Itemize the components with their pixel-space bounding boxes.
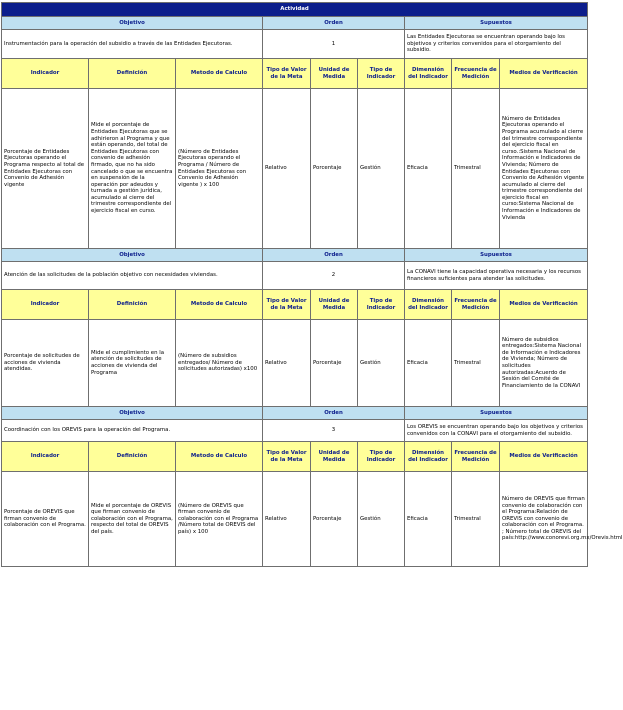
orden-header: Orden <box>263 407 405 420</box>
tipo-indicador-cell: Gestión <box>358 89 405 249</box>
col-header-tipo-indicador: Tipo de Indicador <box>358 290 405 320</box>
col-header-medios: Medios de Verificación <box>500 290 588 320</box>
col-header-dimension: Dimensión del Indicador <box>405 442 452 472</box>
supuestos-text: Los OREVIS se encuentran operando bajo los objetivos y criterios convenidos con la CONAVI para el otorgamiento del subsidio. <box>405 420 588 442</box>
col-header-medios: Medios de Verificación <box>500 442 588 472</box>
orden-value: 1 <box>263 30 405 59</box>
indicator-row <box>2 472 588 567</box>
col-header-tipo-valor: Tipo de Valor de la Meta <box>263 442 311 472</box>
col-header-definicion: Definición <box>89 59 176 89</box>
medios-cell: Número de OREVIS que firman convenio de colaboración con el Programa:Relación de OREVIS con convenio de colaboración con el Programa. ; Número total de OREVIS del país:http://www.conorevi.org.mx/Orevis.html <box>500 472 588 567</box>
objetivo-text: Coordinación con los ORЕVIS para la operación del Programa. <box>2 420 263 442</box>
frecuencia-cell: Trimestral <box>452 320 500 407</box>
supuestos-header: Supuestos <box>405 249 588 262</box>
tipo-indicador-cell: Gestión <box>358 472 405 567</box>
col-header-unidad: Unidad de Medida <box>311 59 358 89</box>
medios-cell: Número de subsidios entregados:Sistema Nacional de Información e Indicadores de Vivienda; Número de solicitudes autorizadas:Acuerdo de Sesión del Comité de Financiamiento de la CONAVI <box>500 320 588 407</box>
indicador-cell: Porcentaje de Entidades Ejecutoras operando el Programa respecto al total de Entidades Ejecutoras con Convenio de Adhesión vigente <box>2 89 89 249</box>
col-header-metodo: Metodo de Calculo <box>176 290 263 320</box>
col-header-definicion: Definición <box>89 442 176 472</box>
orden-header: Orden <box>263 17 405 30</box>
supuestos-text: Las Entidades Ejecutoras se encuentran operando bajo los objetivos y criterios convenidos para el otorgamiento del subsidio. <box>405 30 588 59</box>
col-header-frecuencia: Frecuencia de Medición <box>452 442 500 472</box>
unidad-cell: Porcentaje <box>311 472 358 567</box>
col-header-medios: Medios de Verificación <box>500 59 588 89</box>
indicador-cell: Porcentaje de OREVIS que firman convenio de colaboración con el Programa. <box>2 472 89 567</box>
col-header-metodo: Metodo de Calculo <box>176 59 263 89</box>
col-header-unidad: Unidad de Medida <box>311 442 358 472</box>
supuestos-text: La CONAVI tiene la capacidad operativa necesaria y los recursos financieros suficientes para atender las solicitudes. <box>405 262 588 290</box>
orden-header: Orden <box>263 249 405 262</box>
definicion-cell: Mide el cumplimiento en la atención de solicitudes de acciones de vivienda del Programa <box>89 320 176 407</box>
definicion-cell: Mide el porcentaje de OREVIS que firman convenio de colaboración con el Programa, respecto del total de OREVIS del país. <box>89 472 176 567</box>
col-header-dimension: Dimensión del Indicador <box>405 290 452 320</box>
mir-activity-table <box>1 2 623 567</box>
col-header-tipo-indicador: Tipo de Indicador <box>358 59 405 89</box>
metodo-cell: (Número de OREVIS que firman convenio de colaboración con el Programa /Número total de OREVIS del país) x 100 <box>176 472 263 567</box>
objetivo-header: Objetivo <box>2 249 263 262</box>
tipo-indicador-cell: Gestión <box>358 320 405 407</box>
col-header-metodo: Metodo de Calculo <box>176 442 263 472</box>
frecuencia-cell: Trimestral <box>452 472 500 567</box>
col-header-tipo-valor: Tipo de Valor de la Meta <box>263 59 311 89</box>
objetivo-text: Atención de las solicitudes de la población objetivo con necesidades viviendas. <box>2 262 263 290</box>
objetivo-header: Objetivo <box>2 17 263 30</box>
objetivo-header: Objetivo <box>2 407 263 420</box>
unidad-cell: Porcentaje <box>311 320 358 407</box>
tipo-valor-cell: Relativo <box>263 320 311 407</box>
dimension-cell: Eficacia <box>405 472 452 567</box>
indicator-row <box>2 89 588 249</box>
objetivo-text: Instrumentación para la operación del subsidio a través de las Entidades Ejecutoras. <box>2 30 263 59</box>
col-header-indicador: Indicador <box>2 442 89 472</box>
indicator-row <box>2 320 588 407</box>
col-header-definicion: Definición <box>89 290 176 320</box>
metodo-cell: (Número de Entidades Ejecutoras operando el Programa / Número de Entidades Ejecutoras con Convenio de Adhesión vigente ) x 100 <box>176 89 263 249</box>
section-banner: Actividad <box>2 3 588 17</box>
col-header-dimension: Dimensión del Indicador <box>405 59 452 89</box>
medios-cell: Número de Entidades Ejecutoras operando el Programa acumulado al cierre del trimestre correspondiente del ejercicio fiscal en curso.:Sistema Nacional de Información e Indicadores de Vivienda; Número de Entidades Ejecutoras con Convenio de Adhesión vigente acumulado al cierre del trimestre correspondiente del ejercicio fiscal en curso:Sistema Nacional de Información e Indicadores de Vivienda <box>500 89 588 249</box>
metodo-cell: (Número de subsidios entregados/ Número de solicitudes autorizadas) x100 <box>176 320 263 407</box>
dimension-cell: Eficacia <box>405 320 452 407</box>
definicion-cell: Mide el porcentaje de Entidades Ejecutoras que se adhirieron al Programa y que están operando, del total de Entidades Ejecutoras con convenio de adhesión firmado, que no ha sido cancelado o que se encuentra en suspensión de la operación por adeudos y turnada a gestión jurídica, acumulado al cierre del trimestre correspondiente del ejercicio fiscal en curso. <box>89 89 176 249</box>
orden-value: 2 <box>263 262 405 290</box>
col-header-tipo-indicador: Tipo de Indicador <box>358 442 405 472</box>
col-header-indicador: Indicador <box>2 59 89 89</box>
frecuencia-cell: Trimestral <box>452 89 500 249</box>
orden-value: 3 <box>263 420 405 442</box>
unidad-cell: Porcentaje <box>311 89 358 249</box>
indicador-cell: Porcentaje de solicitudes de acciones de vivienda atendidas. <box>2 320 89 407</box>
supuestos-header: Supuestos <box>405 17 588 30</box>
dimension-cell: Eficacia <box>405 89 452 249</box>
col-header-frecuencia: Frecuencia de Medición <box>452 290 500 320</box>
tipo-valor-cell: Relativo <box>263 472 311 567</box>
col-header-tipo-valor: Tipo de Valor de la Meta <box>263 290 311 320</box>
tipo-valor-cell: Relativo <box>263 89 311 249</box>
supuestos-header: Supuestos <box>405 407 588 420</box>
col-header-unidad: Unidad de Medida <box>311 290 358 320</box>
col-header-indicador: Indicador <box>2 290 89 320</box>
col-header-frecuencia: Frecuencia de Medición <box>452 59 500 89</box>
